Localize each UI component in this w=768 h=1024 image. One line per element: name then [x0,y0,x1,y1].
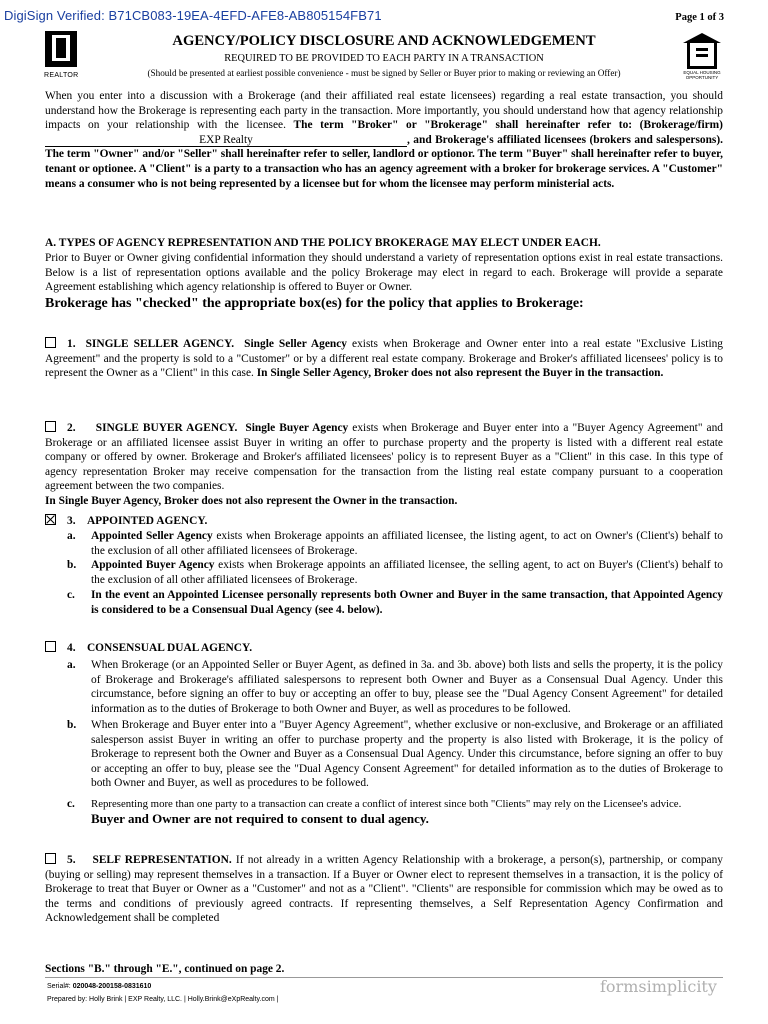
intro-text: When you enter into a discussion with a Brokerage (and their affiliated real estate licensees) regarding a real estate transaction, you should understand how the Brokerage is representing each party in the transaction. More importantly, you should understand how that agency relationship impacts on your relationship with the licensee. [45,90,723,132]
item-3c: c. In the event an Appointed Licensee personally represents both Owner and Buyer in the same transaction, that Appointed Agency is considered to be a Consensual Dual Agency (see 4. below). [67,589,723,616]
single-seller-checkbox[interactable] [45,337,56,348]
appointed-agency-checkbox[interactable] [45,514,56,525]
page-number: Page 1 of 3 [675,12,724,23]
page-title: AGENCY/POLICY DISCLOSURE AND ACKNOWLEDGEMENT [172,33,596,49]
page-subtitle: REQUIRED TO BE PROVIDED TO EACH PARTY IN A TRANSACTION [224,53,544,64]
item-2-title: SINGLE BUYER AGENCY. [95,422,238,434]
formsimplicity-logo: formsimplicity [600,977,717,996]
item-3-title: APPOINTED AGENCY. [86,515,208,527]
prepared-by: Prepared by: Holly Brink | EXP Realty, LLC. | Holly.Brink@eXpRealty.com | [47,996,279,1003]
item-3a: a. Appointed Seller Agency exists when Brokerage appoints an affiliated licensee, the listing agent, to act on Owner's (Client's) behalf to the exclusion of all other affiliated licensees of Brokerage. [67,530,723,557]
broker-definition: The term "Broker" or "Brokerage" shall hereinafter refer to: (Brokerage/firm) EXP Realty , and Brokerage's affiliated licensees (brokers and salespersons). The term "Owner" and/or "Seller" shall hereinafter refer to seller, landlord or optionor. The term "Buyer" shall hereinafter refer to buyer, tenant or optionee. A "Client" is a party to a transaction who has an agency agreement with a broker for brokerage services. A "Customer" means a consumer who is not being represented by a licensee but for whom the licensee may perform ministerial acts. [45,119,723,190]
section-a-text: Prior to Buyer or Owner giving confidential information they should understand a variety of representation options exist in real estate transactions. Below is a list of representation options available and the policy Brokerage may elect in regard to each. Brokerage will provide a separate Agreement establishing which agency relationship is offered to Buyer or Owner. [45,252,723,294]
self-representation-checkbox[interactable] [45,853,56,864]
presentation-note: (Should be presented at earliest possible convenience - must be signed by Seller or Buyer prior to making or reviewing an Offer) [147,68,621,78]
item-4a: a. When Brokerage (or an Appointed Seller or Buyer Agent, as defined in 3a. and 3b. above) both lists and sells the property, it is the policy of Brokerage and Brokerage's affiliated salespersons to represent both Owner and Buyer as a Consensual Dual Agency. Under this circumstance, before signing an offer to buy or accepting an offer to buy, please see the "Dual Agency Consent Agreement" for detailed information as to the duties of Brokerage to both Owner and Buyer, as well as procedures to be followed. [67,659,723,715]
item-4b: b. When Brokerage and Buyer enter into a "Buyer Agency Agreement", whether exclusive or non-exclusive, and Brokerage or an affiliated salesperson assist Buyer in writing an offer to purchase property and the property is also listed with Brokerage, it is the policy of Brokerage to represent both the Owner and Buyer as a Consensual Dual Agency. Under this circumstance, before signing an offer to buy or accepting an offer to buy, please see the "Dual Agency Consent Agreement" for detailed information as to the duties of Brokerage to both Owner and Buyer, as well as procedures to be followed. [67,719,723,790]
checked-box-heading: Brokerage has "checked" the appropriate box(es) for the policy that applies to Brokerage: [45,296,584,311]
section-a-heading: A. TYPES OF AGENCY REPRESENTATION AND THE POLICY BROKERAGE MAY ELECT UNDER EACH. [45,237,601,249]
serial-number: Serial#: 020048-200158-0831610 [47,983,152,990]
item-single-buyer-agency: 2. SINGLE BUYER AGENCY. Single Buyer Agency exists when Brokerage and Buyer enter into a "Buyer Agency Agreement" and Brokerage or an affiliated licensee assist Buyer in writing an offer to purchase property and the property is listed with a different real estate company or offered by owner. Brokerage and Broker's affiliated licensees' policy is to represent Buyer as a "Client" in this case. In this type of agency representation Broker may receive compensation for the transaction from the listing real estate company pursuant to a cooperation agreement between the two companies. In Single Buyer Agency, Broker does not also represent the Owner in the transaction. [45,422,723,507]
continued-note: Sections "B." through "E.", continued on page 2. [45,963,285,975]
item-single-seller-agency: 1. SINGLE SELLER AGENCY. Single Seller Agency exists when Brokerage and Owner enter into a real estate "Exclusive Listing Agreement" and the property is sold to a "Customer" or by a different real estate company. Brokerage and Broker's affiliated licensees' policy is to represent the Owner as a "Client" in this case. In Single Seller Agency, Broker does not also represent the Buyer in the transaction. [45,338,724,380]
item-4c: c. Representing more than one party to a transaction can create a conflict of interest since both "Clients" may rely on the Licensee's advice. Buyer and Owner are not required to consent to dual agency. [67,798,682,826]
realtor-label: REALTOR [44,72,79,79]
item-4-title: CONSENSUAL DUAL AGENCY. [86,642,253,654]
item-5-title: SELF REPRESENTATION. [92,854,232,866]
digisign-verification: DigiSign Verified: B71CB083-19EA-4EFD-AFE8-AB805154FB71 [4,8,382,23]
item-1-title: SINGLE SELLER AGENCY. [85,338,235,350]
item-appointed-agency: 3. APPOINTED AGENCY. [45,514,207,529]
item-3b: b. Appointed Buyer Agency exists when Brokerage appoints an affiliated licensee, the selling agent, to act on Buyer's (Client's) behalf to the exclusion of all other affiliated licensees of Brokerage. [67,559,723,586]
brokerage-firm-field[interactable]: EXP Realty [45,134,407,147]
intro-paragraph [45,89,723,191]
item-consensual-dual-agency: 4. CONSENSUAL DUAL AGENCY. [45,641,252,656]
equal-housing-label: EQUAL HOUSING OPPORTUNITY [683,70,721,80]
dual-agency-checkbox[interactable] [45,641,56,652]
item-self-representation: 5. SELF REPRESENTATION. If not already in a written Agency Relationship with a brokerage, a person(s), partnership, or company (buying or selling) may represent themselves in a transaction. If a Buyer or Owner elect to represent themselves in a transaction, it is the policy of Brokerage to treat that Buyer or Owner as a "Customer" and not as a "Client". "Clients" are responsible for commission which may be owed as to the terms and conditions of previously agreed contracts. If representing themselves, a Self Representation Agency Confirmation and Acknowledgement shall be completed [45,854,723,925]
single-buyer-checkbox[interactable] [45,421,56,432]
